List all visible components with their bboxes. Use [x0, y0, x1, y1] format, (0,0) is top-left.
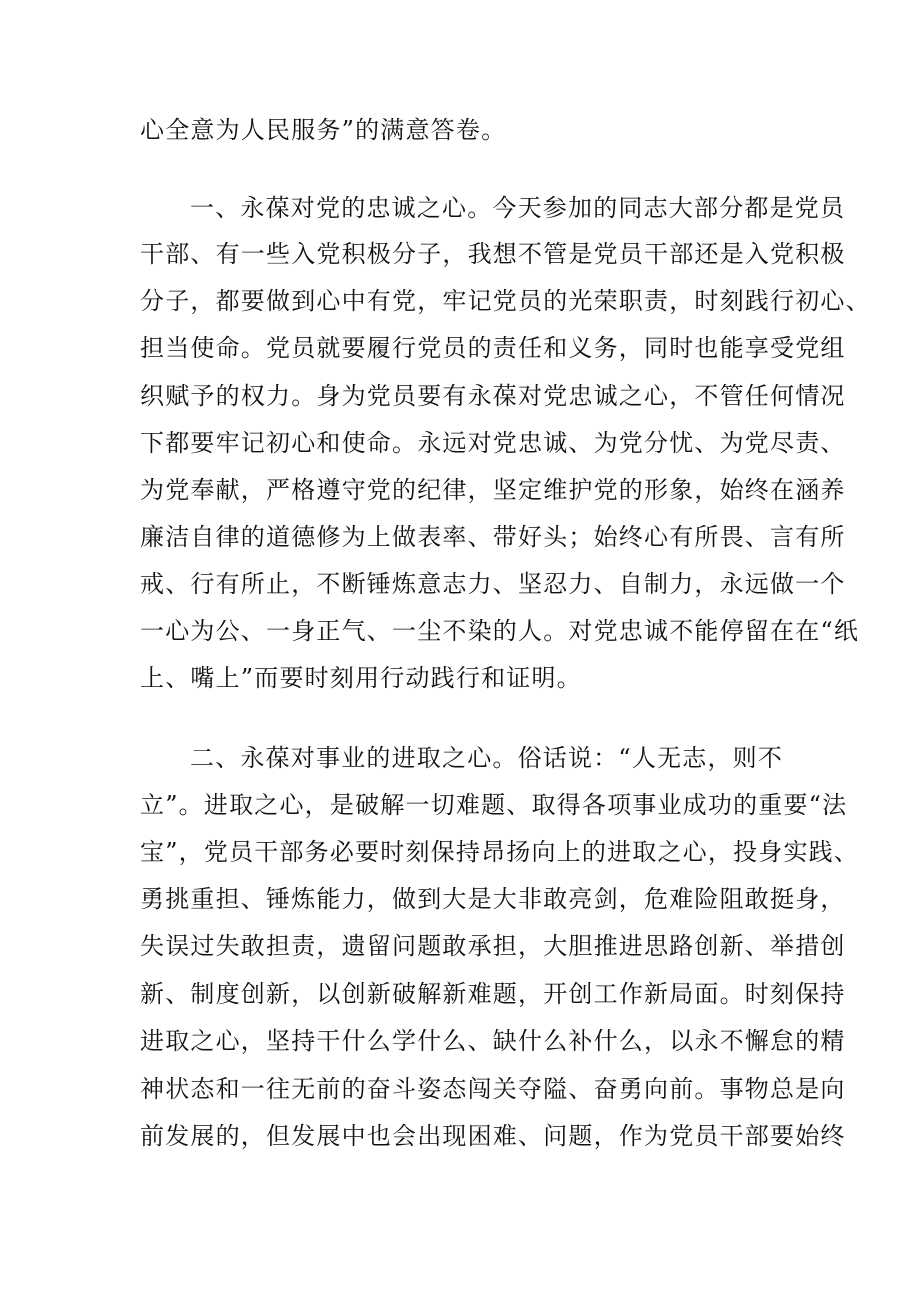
text-line-7: 下都要牢记初心和使命。永远对党忠诚、为党分忧、为党尽责、 — [140, 429, 846, 457]
text-line-10: 戒、行有所止，不断锤炼意志力、坚忍力、自制力，永远做一个 — [140, 570, 846, 598]
text-line-17: 失误过失敢担责，遗留问题敢承担，大胆推进思路创新、举措创 — [140, 932, 846, 960]
text-line-9: 廉洁自律的道德修为上做表率、带好头；始终心有所畏、言有所 — [140, 523, 846, 551]
text-line-5: 担当使命。党员就要履行党员的责任和义务，同时也能享受党组 — [140, 334, 846, 362]
text-line-16: 勇挑重担、锤炼能力，做到大是大非敢亮剑，危难险阻敢挺身， — [140, 885, 846, 913]
section-1-heading-line: 一、永葆对党的忠诚之心。今天参加的同志大部分都是党员 — [190, 194, 846, 222]
text-line-6: 织赋予的权力。身为党员要有永葆对党忠诚之心，不管任何情况 — [140, 382, 846, 410]
text-line-21: 前发展的，但发展中也会出现困难、问题，作为党员干部要始终 — [140, 1122, 846, 1150]
text-line-1: 心全意为人民服务”的满意答卷。 — [140, 116, 507, 144]
section-2-heading-line: 二、永葆对事业的进取之心。俗话说：“人无志，则不 — [190, 744, 784, 772]
text-line-20: 神状态和一往无前的奋斗姿态闯关夺隘、奋勇向前。事物总是向 — [140, 1075, 846, 1103]
text-line-18: 新、制度创新，以创新破解新难题，开创工作新局面。时刻保持 — [140, 980, 846, 1008]
text-line-3: 干部、有一些入党积极分子，我想不管是党员干部还是入党积极 — [140, 240, 846, 268]
text-line-11: 一心为公、一身正气、一尘不染的人。对党忠诚不能停留在在“纸 — [140, 617, 860, 645]
text-line-8: 为党奉献，严格遵守党的纪律，坚定维护党的形象，始终在涵养 — [140, 476, 846, 504]
text-line-15: 宝”，党员干部务必要时刻保持昂扬向上的进取之心，投身实践、 — [140, 838, 860, 866]
text-line-14: 立”。进取之心，是破解一切难题、取得各项事业成功的重要“法 — [140, 791, 848, 819]
text-line-12: 上、嘴上”而要时刻用行动践行和证明。 — [140, 664, 582, 692]
text-line-19: 进取之心，坚持干什么学什么、缺什么补什么，以永不懈怠的精 — [140, 1027, 846, 1055]
text-line-4: 分子，都要做到心中有党，牢记党员的光荣职责，时刻践行初心、 — [140, 287, 871, 315]
